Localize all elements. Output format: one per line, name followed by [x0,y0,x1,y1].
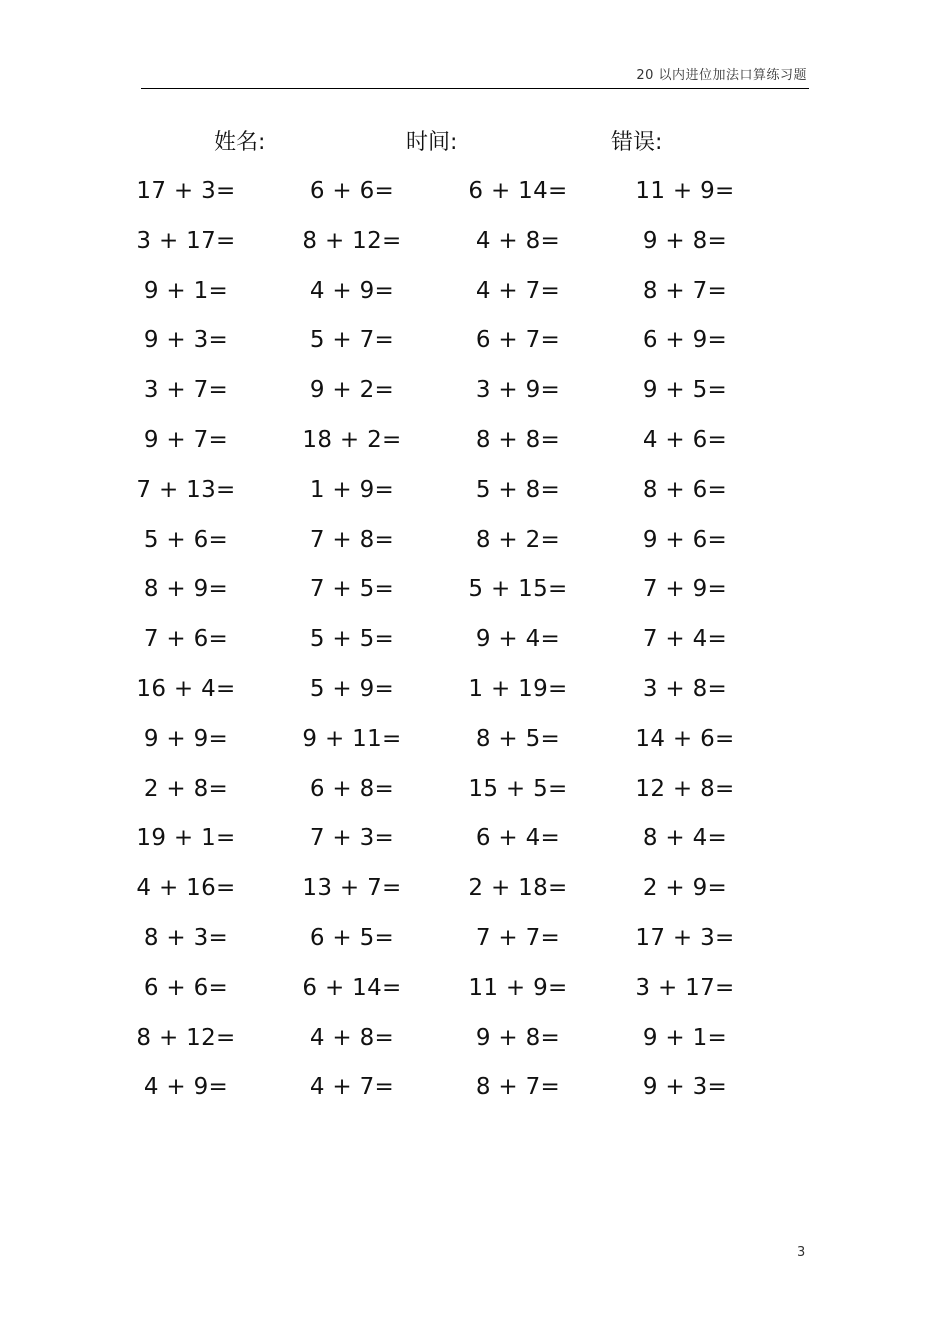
problem: 7 + 3= [309,825,395,852]
problem: 2 + 8= [143,775,229,802]
problem: 5 + 6= [143,526,229,553]
problem: 6 + 9= [642,327,728,354]
problem: 6 + 7= [475,327,561,354]
student-info-fields [0,126,950,160]
problem: 4 + 9= [143,1074,229,1101]
problem: 5 + 7= [309,327,395,354]
header-rule [141,88,809,89]
problem: 9 + 7= [143,426,229,453]
problem: 7 + 6= [143,626,229,653]
problem: 9 + 11= [302,725,402,752]
problem-row [0,224,950,274]
problem: 9 + 6= [642,526,728,553]
problem-row [0,971,950,1021]
problem-row [0,622,950,672]
problem-row [0,772,950,822]
problem: 1 + 9= [309,476,395,503]
problem-row [0,871,950,921]
problem: 11 + 9= [635,178,735,204]
time-field-label: 时间: [406,130,458,155]
problem: 6 + 6= [143,974,229,1001]
problem: 2 + 9= [642,875,728,902]
problem-row [0,373,950,423]
problem-row [0,821,950,871]
problem: 9 + 4= [475,626,561,653]
problem: 7 + 8= [309,526,395,553]
problem: 8 + 8= [475,426,561,453]
problem: 1 + 19= [468,675,568,702]
page-number: 3 [797,1245,806,1260]
problem: 6 + 5= [309,924,395,951]
problem: 7 + 4= [642,626,728,653]
problem: 7 + 5= [309,576,395,603]
problem: 3 + 7= [143,377,229,404]
problem: 15 + 5= [468,775,568,802]
problem: 8 + 6= [642,476,728,503]
problem: 16 + 4= [136,675,236,702]
problem: 12 + 8= [635,775,735,802]
problem: 9 + 8= [475,1024,561,1051]
problem: 8 + 12= [302,227,402,254]
problem: 3 + 9= [475,377,561,404]
problem: 17 + 3= [635,924,735,951]
problem: 9 + 1= [642,1024,728,1051]
problem: 5 + 15= [468,576,568,603]
page-header: 20 以内进位加法口算练习题 [636,68,807,83]
problem: 8 + 7= [642,277,728,304]
problem: 8 + 2= [475,526,561,553]
problem: 9 + 3= [143,327,229,354]
problem: 3 + 8= [642,675,728,702]
problem-grid [0,174,950,1120]
problem-row [0,274,950,324]
problem-row [0,672,950,722]
name-field-label: 姓名: [214,130,266,155]
problem: 7 + 9= [642,576,728,603]
problem: 6 + 4= [475,825,561,852]
problem: 9 + 2= [309,377,395,404]
problem: 19 + 1= [136,825,236,852]
problem: 9 + 9= [143,725,229,752]
problem: 9 + 8= [642,227,728,254]
problem: 9 + 3= [642,1074,728,1101]
problem: 9 + 1= [143,277,229,304]
problem: 8 + 12= [136,1024,236,1051]
problem: 6 + 6= [309,178,395,204]
problem-row [0,174,950,224]
problem: 8 + 9= [143,576,229,603]
problem: 13 + 7= [302,875,402,902]
problem: 6 + 14= [468,178,568,204]
problem: 18 + 2= [302,426,402,453]
problem-row [0,473,950,523]
problem: 3 + 17= [635,974,735,1001]
problem: 2 + 18= [468,875,568,902]
problem: 4 + 16= [136,875,236,902]
problem-row [0,921,950,971]
problem: 7 + 13= [136,476,236,503]
errors-field-label: 错误: [611,130,663,155]
problem: 4 + 9= [309,277,395,304]
problem: 11 + 9= [468,974,568,1001]
problem: 17 + 3= [136,178,236,204]
problem: 8 + 7= [475,1074,561,1101]
problem: 14 + 6= [635,725,735,752]
problem: 3 + 17= [136,227,236,254]
problem-row [0,323,950,373]
problem-row [0,572,950,622]
problem: 4 + 8= [309,1024,395,1051]
problem: 4 + 7= [309,1074,395,1101]
problem: 8 + 3= [143,924,229,951]
problem: 6 + 14= [302,974,402,1001]
problem-row [0,1070,950,1120]
problem-row [0,1021,950,1071]
problem: 9 + 5= [642,377,728,404]
problem-row [0,523,950,573]
problem: 8 + 4= [642,825,728,852]
problem: 4 + 7= [475,277,561,304]
problem: 8 + 5= [475,725,561,752]
problem: 4 + 6= [642,426,728,453]
problem: 7 + 7= [475,924,561,951]
problem: 5 + 5= [309,626,395,653]
problem: 6 + 8= [309,775,395,802]
problem-row [0,722,950,772]
problem: 4 + 8= [475,227,561,254]
problem-row [0,423,950,473]
problem: 5 + 9= [309,675,395,702]
problem: 5 + 8= [475,476,561,503]
